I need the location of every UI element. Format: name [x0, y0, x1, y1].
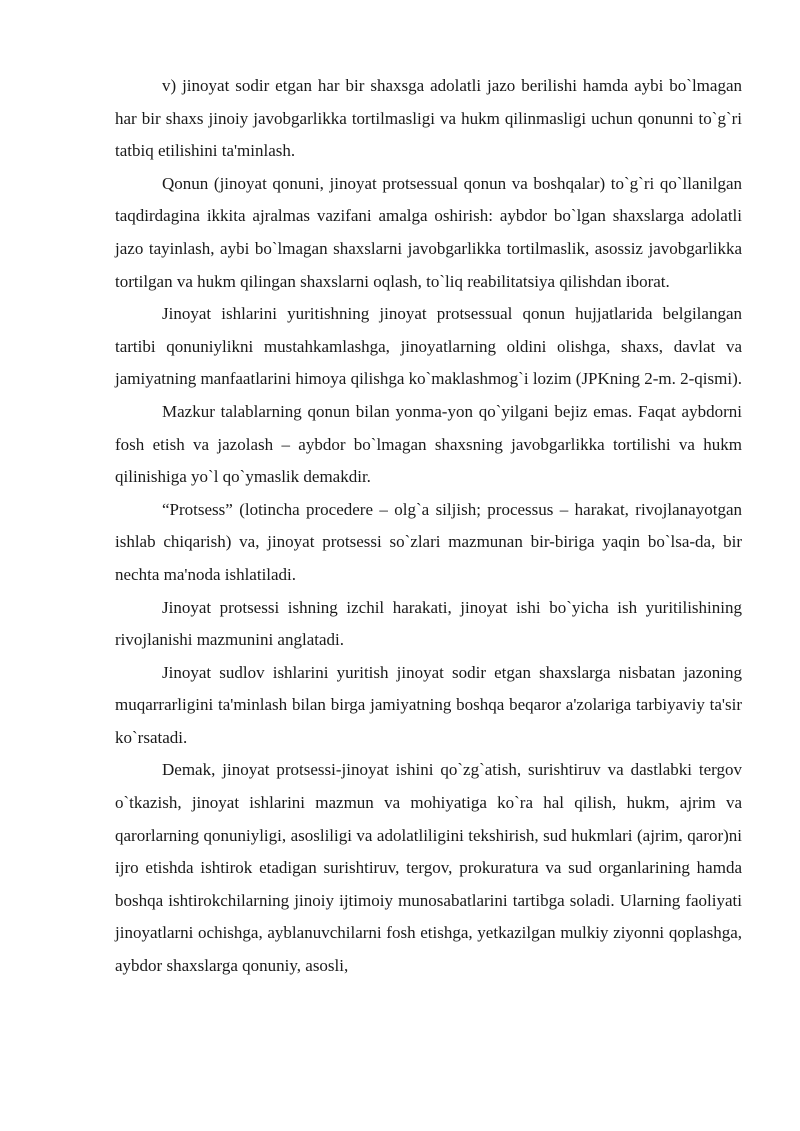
paragraph-7: Jinoyat sudlov ishlarini yuritish jinoyat sodir etgan shaxslarga nisbatan jazoning muqarrarligini ta'minlash bilan birga jamiyatning boshqa beqaror a'zolariga tarbiyaviy ta'sir ko`rsatadi. — [115, 662, 742, 747]
paragraph-3: Jinoyat ishlarini yuritishning jinoyat protsessual qonun hujjatlarida belgilangan tartibi qonuniylikni mustahkamlashga, jinoyatlarning oldini olishga, shaxs, davlat va jamiyatning manfaatlarini himoya qilishga ko`maklashmog`i lozim (JPKning 2-m. 2-qismi). — [115, 304, 743, 389]
paragraph-1: v) jinoyat sodir etgan har bir shaxsga adolatli jazo berilishi hamda aybi bo`lmagan har bir shaxs jinoiy javobgarlikka tortilmasligi va hukm qilinmasligi uchun qonunni to`g`ri tatbiq etilishini ta'minlash. — [115, 76, 742, 161]
paragraph-5: “Protsess” (lotincha procedere – olg`a siljish; processus – harakat, rivojlanayotgan ishlab chiqarish) va, jinoyat protsessi so`zlari mazmunan bir-biriga yaqin bo`lsa-da, bir nechta ma'noda ishlatiladi. — [115, 499, 742, 584]
document-page — [115, 70, 742, 983]
paragraph-4: Mazkur talablarning qonun bilan yonma-yon qo`yilgani bejiz emas. Faqat aybdorni fosh etish va jazolash – aybdor bo`lmagan shaxsning javobgarlikka tortilishi va hukm qilinishiga yo`l qo`ymaslik demakdir. — [115, 401, 742, 487]
paragraph-2: Qonun (jinoyat qonuni, jinoyat protsessual qonun va boshqalar) to`g`ri qo`llanilgan taqdirdagina ikkita ajralmas vazifani amalga oshirish: aybdor bo`lgan shaxslarga adolatli jazo tayinlash, aybi bo`lmagan shaxslarni javobgarlikka tortilmaslik, asossiz javobgarlikka tortilgan va hukm qilingan shaxslarni oqlash, to`liq reabilitatsiya qilishdan iborat. — [115, 173, 742, 291]
paragraph-6: Jinoyat protsessi ishning izchil harakati, jinoyat ishi bo`yicha ish yuritilishining rivojlanishi mazmunini anglatadi. — [115, 597, 742, 650]
paragraph-8: Demak, jinoyat protsessi-jinoyat ishini qo`zg`atish, surishtiruv va dastlabki tergov o`tkazish, jinoyat ishlarini mazmun va mohiyatiga ko`ra hal qilish, hukm, ajrim va qarorlarning qonuniyligi, asosliligi va adolatliligini tekshirish, sud hukmlari (ajrim, qaror)ni ijro etishda ishtirok etadigan surishtiruv, tergov, prokuratura va sud organlarining hamda boshqa ishtirokchilarning jinoiy ijtimoiy munosabatlarini tartibga soladi. Ularning faoliyati jinoyatlarni ochishga, ayblanuvchilarni fosh etishga, yetkazilgan mulkiy ziyonni qoplashga, aybdor shaxslarga qonuniy, asosli, — [115, 760, 742, 976]
